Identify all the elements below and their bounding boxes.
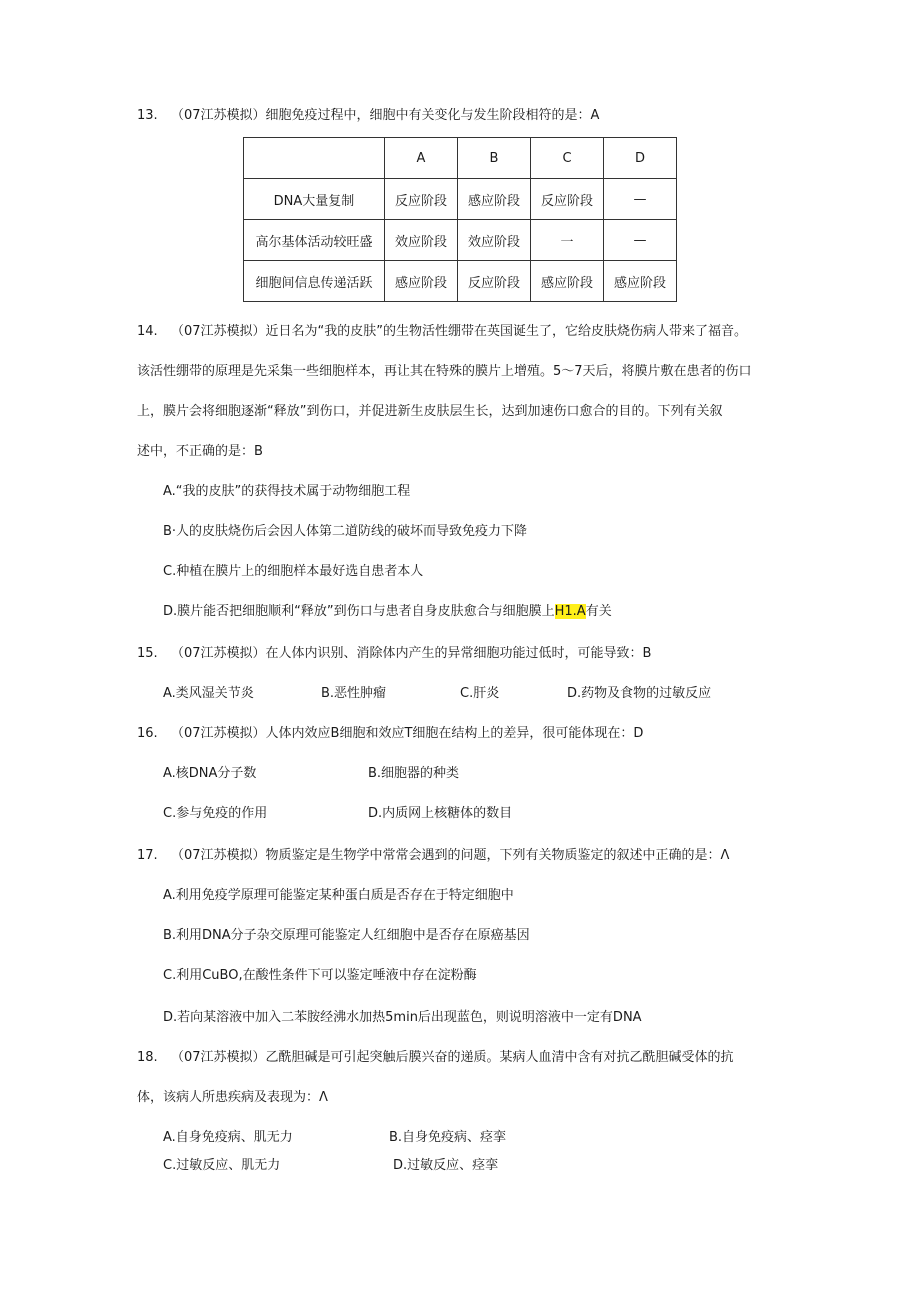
highlighted-text: H1.A [554,604,586,619]
q13-stem-line [137,107,599,125]
table-cell: B [458,138,531,179]
table-cell: 反应阶段 [385,179,458,220]
q14-stem-line: 该活性绷带的原理是先采集一些细胞样本，再让其在特殊的膜片上增殖。5～7天后，将膜片敷在患者的伤口 [137,364,752,379]
table-cell: 感应阶段 [531,261,604,302]
option-a: A.类风湿关节炎 [163,686,254,701]
table-cell: — [604,220,677,261]
table-cell: D [604,138,677,179]
option-b: B.自身免疫病、痉挛 [389,1130,507,1145]
option-b: B.利用DNA分子杂交原理可能鉴定人红细胞中是否存在原癌基因 [163,928,530,943]
table-cell: 效应阶段 [458,220,531,261]
question-stem: （07江苏模拟）细胞免疫过程中，细胞中有关变化与发生阶段相符的是：A [171,108,600,123]
table-cell: 效应阶段 [385,220,458,261]
question-number: 15. [137,646,158,661]
table-cell: A [385,138,458,179]
question-number: 14. [137,324,158,339]
table-cell: — [604,179,677,220]
option-c: C.肝炎 [460,686,500,701]
option-a: A.自身免疫病、肌无力 [163,1130,293,1145]
q15-stem-line [137,645,651,663]
option-d: D.内质网上核糖体的数目 [368,806,513,821]
question-stem: （07江苏模拟）在人体内识别、消除体内产生的异常细胞功能过低时，可能导致：B [171,646,652,661]
q18-stem-line: 体，该病人所患疾病及表现为：Λ [137,1090,328,1105]
table-cell: 细胞间信息传递活跃 [244,261,385,302]
option-d-tail: 有关 [585,604,612,619]
table-cell: 感应阶段 [458,179,531,220]
option-a: A.利用免疫学原理可能鉴定某种蛋白质是否存在于特定细胞中 [163,888,514,903]
option-d: D.药物及食物的过敏反应 [567,686,712,701]
option-d-text: D.膜片能否把细胞顺利“释放”到伤口与患者自身皮肤愈合与细胞膜上 [163,604,555,619]
table-row [244,261,677,302]
option-c: C.种植在膜片上的细胞样本最好选自患者本人 [163,564,424,579]
question-stem: （07江苏模拟）近日名为“我的皮肤”的生物活性绷带在英国诞生了，它给皮肤烧伤病人带来了福音。 [171,324,748,339]
table-cell [244,138,385,179]
question-number: 18. [137,1050,158,1065]
q14-stem-line [137,323,747,341]
option-d: D.若向某溶液中加入二苯胺经沸水加热5min后出现蓝色，则说明溶液中一定有DNA [163,1010,642,1025]
option-b: B.细胞器的种类 [368,766,460,781]
table-row [244,220,677,261]
option-d [163,603,612,621]
q17-stem-line [137,847,729,865]
option-c: C.参与免疫的作用 [163,806,268,821]
q16-stem-line [137,725,643,743]
table-header-row [244,138,677,179]
q14-stem-line: 上，膜片会将细胞逐渐“释放”到伤口，并促进新生皮肤层生长，达到加速伤口愈合的目的。下列有关叙 [137,404,723,419]
option-d: D.过敏反应、痉挛 [393,1158,499,1173]
table-cell: 感应阶段 [604,261,677,302]
table-row [244,179,677,220]
table-cell: 反应阶段 [458,261,531,302]
option-b: B.恶性肿瘤 [321,686,387,701]
option-a: A.“我的皮肤”的获得技术属于动物细胞工程 [163,484,411,499]
q14-stem-line: 述中，不正确的是：B [137,444,263,459]
table-cell: 感应阶段 [385,261,458,302]
table-cell: 高尔基体活动较旺盛 [244,220,385,261]
option-b: B·人的皮肤烧伤后会因人体第二道防线的破坏而导致免疫力下降 [163,524,528,539]
question-number: 16. [137,726,158,741]
option-a: A.核DNA分子数 [163,766,257,781]
q18-stem-line [137,1049,734,1067]
question-stem: （07江苏模拟）物质鉴定是生物学中常常会遇到的问题，下列有关物质鉴定的叙述中正确的是：Λ [171,848,730,863]
table-cell: 反应阶段 [531,179,604,220]
question-stem: （07江苏模拟）人体内效应B细胞和效应T细胞在结构上的差异，很可能体现在：D [171,726,644,741]
option-c: C.过敏反应、肌无力 [163,1158,281,1173]
table-cell: 一 [531,220,604,261]
question-stem: （07江苏模拟）乙酰胆碱是可引起突触后膜兴奋的递质。某病人血清中含有对抗乙酰胆碱受体的抗 [171,1050,734,1065]
question-number: 17. [137,848,158,863]
table-cell: DNA大量复制 [244,179,385,220]
option-c: C.利用CuBO,在酸性条件下可以鉴定唾液中存在淀粉酶 [163,968,477,983]
question-number: 13. [137,108,158,123]
table-cell: C [531,138,604,179]
q13-table [243,137,677,302]
